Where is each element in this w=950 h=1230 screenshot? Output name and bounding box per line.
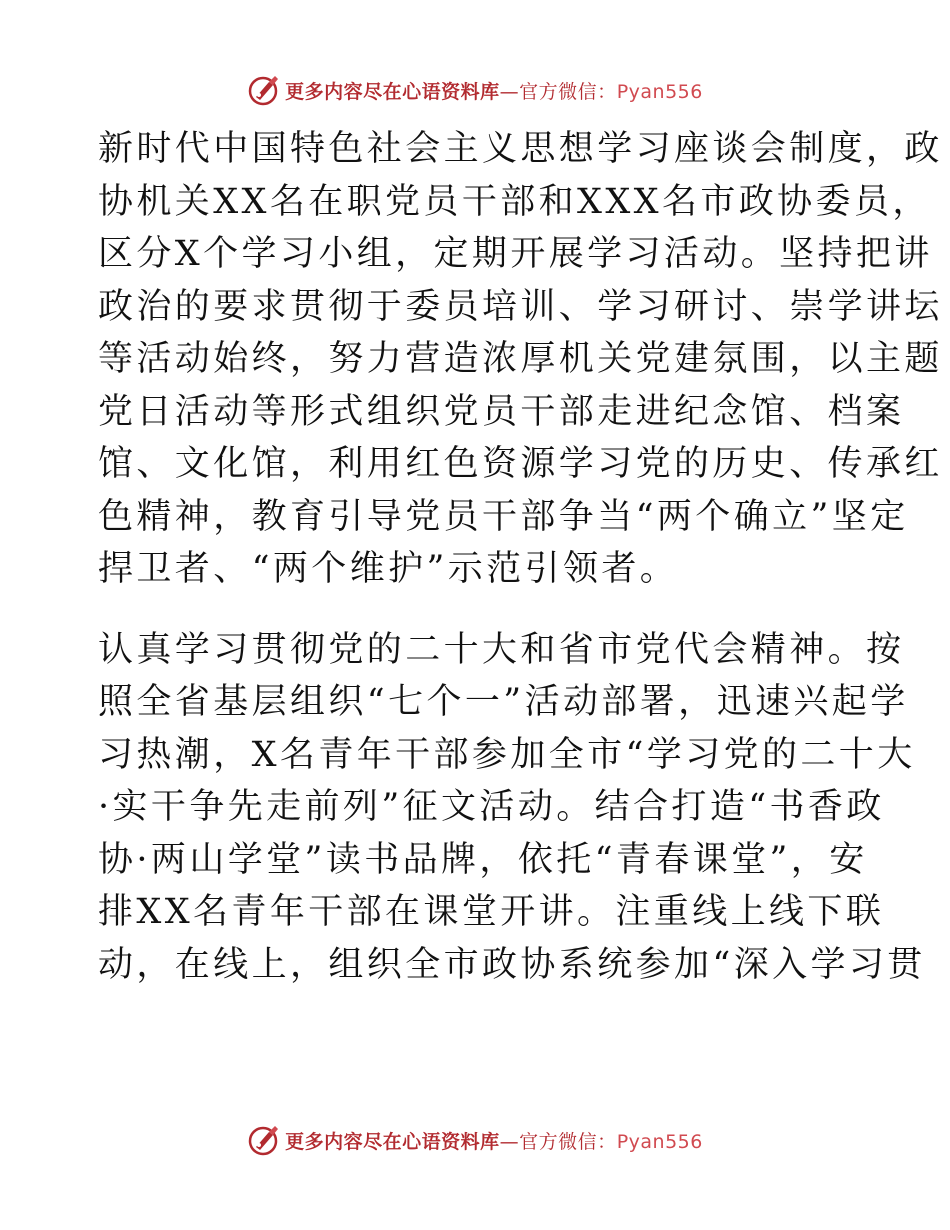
text-line: 习热潮，X名青年干部参加全市“学习党的二十大	[98, 734, 916, 775]
text-line: 馆、文化馆，利用红色资源学习党的历史、传承红	[98, 444, 943, 484]
footer-banner	[0, 1120, 950, 1160]
text-line: 等活动始终，努力营造浓厚机关党建氛围，以主题	[98, 339, 943, 379]
footer-separator: —	[499, 1130, 520, 1153]
text-line: 新时代中国特色社会主义思想学习座谈会制度，政	[98, 129, 943, 169]
document-body	[98, 123, 943, 991]
text-line: 照全省基层组织“七个一”活动部署，迅速兴起学	[98, 682, 909, 722]
text-line: 区分X个学习小组，定期开展学习活动。坚持把讲	[98, 234, 933, 274]
header-wechat-label: 官方微信：	[519, 80, 617, 103]
text-line: 认真学习贯彻党的二十大和省市党代会精神。按	[98, 629, 905, 670]
text-line: 色精神，教育引导党员干部争当“两个确立”坚定	[98, 496, 909, 537]
text-line: 协·两山学堂”读书品牌，依托“青春课堂”，安	[98, 839, 868, 880]
header-wechat-id: Pyan556	[616, 80, 703, 103]
text-line: 捍卫者、“两个维护”示范引领者。	[98, 549, 679, 589]
text-line: 动，在线上，组织全市政协系统参加“深入学习贯	[98, 944, 926, 985]
header-banner	[0, 70, 950, 110]
header-banner-text	[285, 77, 703, 104]
text-line: 排XX名青年干部在课堂开讲。注重线上线下联	[98, 892, 885, 932]
text-line: 党日活动等形式组织党员干部走进纪念馆、档案	[98, 391, 905, 432]
text-line: 协机关XX名在职党员干部和XXX名市政协委员，	[98, 181, 931, 222]
pen-logo-icon	[247, 1123, 281, 1157]
footer-wechat-id: Pyan556	[616, 1130, 703, 1153]
header-separator: —	[499, 80, 520, 103]
paragraph-1	[98, 123, 943, 596]
footer-wechat-label: 官方微信：	[519, 1130, 617, 1153]
footer-site-name: 更多内容尽在心语资料库	[285, 1130, 500, 1153]
paragraph-2	[98, 624, 926, 992]
pen-logo-icon	[247, 73, 281, 107]
text-line: 政治的要求贯彻于委员培训、学习研讨、崇学讲坛	[98, 286, 943, 327]
footer-banner-text	[285, 1127, 703, 1154]
header-site-name: 更多内容尽在心语资料库	[285, 80, 500, 103]
text-line: ·实干争先走前列”征文活动。结合打造“书香政	[98, 787, 885, 827]
